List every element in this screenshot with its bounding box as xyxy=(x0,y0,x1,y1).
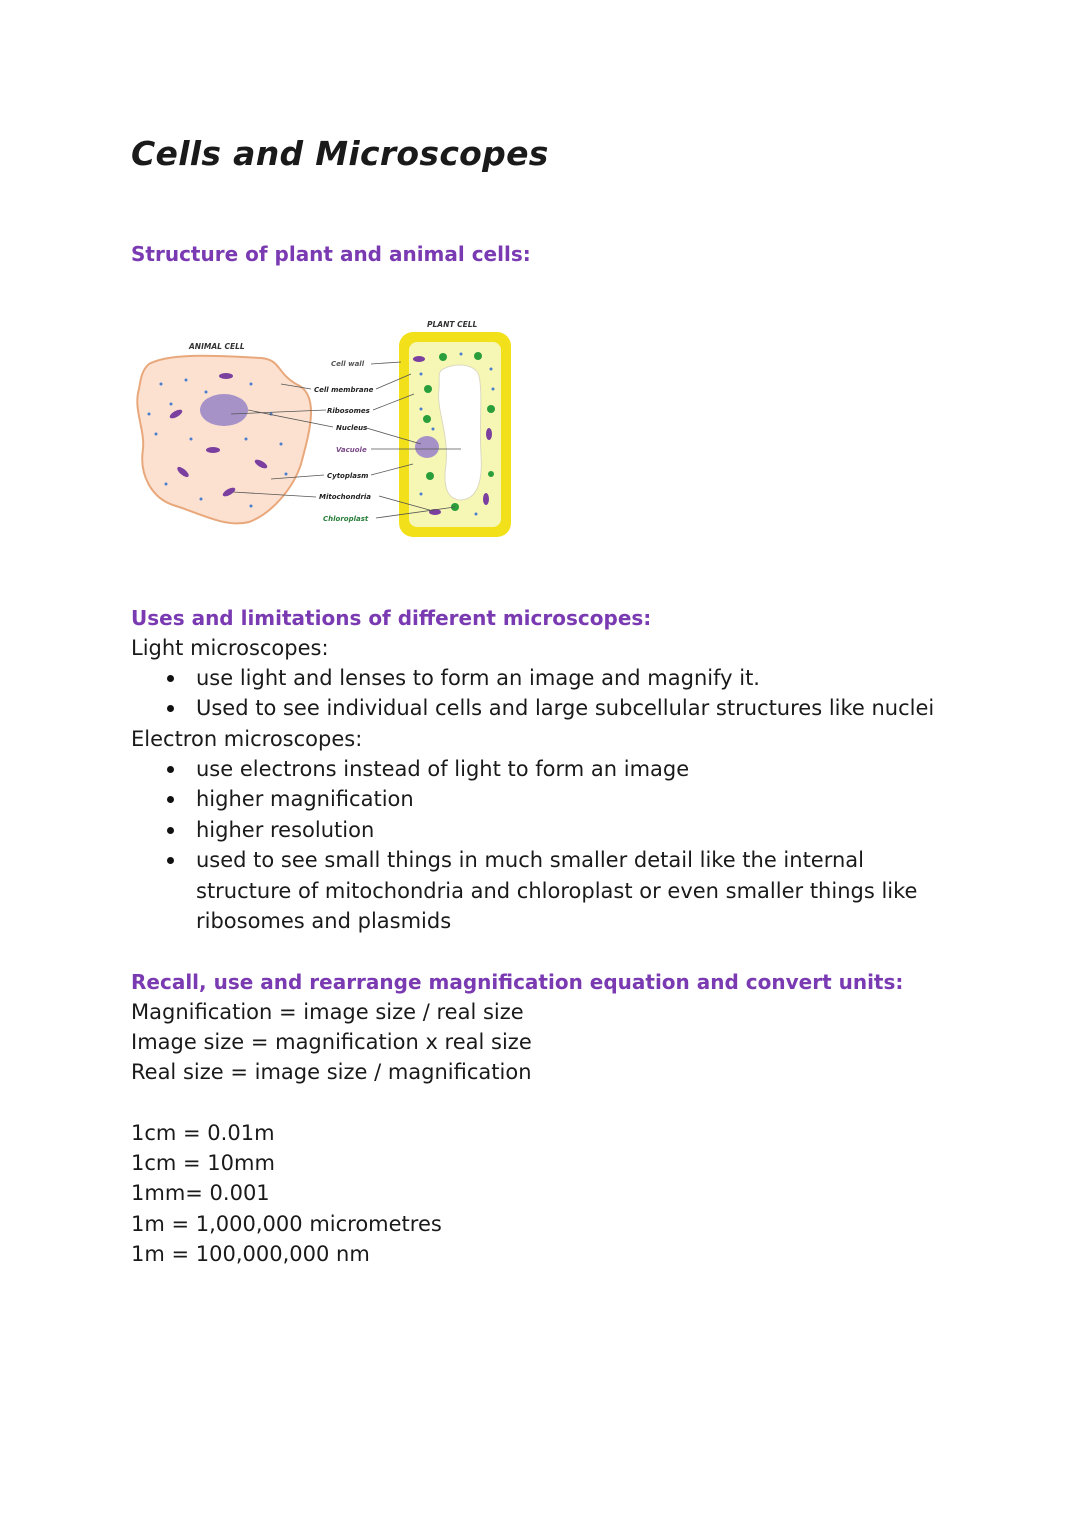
diagram-labels xyxy=(314,360,374,523)
animal-cell-label: ANIMAL CELL xyxy=(189,342,245,351)
label-ribosomes: Ribosomes xyxy=(327,407,370,415)
equation-image-size: Image size = magnification x real size xyxy=(131,1030,532,1054)
label-nucleus: Nucleus xyxy=(336,424,368,432)
equation-magnification: Magnification = image size / real size xyxy=(131,1000,524,1024)
label-mitochondria: Mitochondria xyxy=(319,493,372,501)
section-heading-microscopes: Uses and limitations of different microscopes: xyxy=(131,606,652,630)
conversion-m-micrometres: 1m = 1,000,000 micrometres xyxy=(131,1212,442,1236)
animal-cell-body xyxy=(137,356,311,524)
light-microscopes-list xyxy=(131,663,956,724)
list-item: use light and lenses to form an image and magnify it. xyxy=(131,663,956,693)
label-cell-membrane: Cell membrane xyxy=(314,386,374,394)
plant-nucleus xyxy=(415,436,439,458)
list-item: use electrons instead of light to form an image xyxy=(131,754,956,784)
list-item: used to see small things in much smaller detail like the internal structure of mitochondria and chloroplast or even smaller things like ribosomes and plasmids xyxy=(131,845,956,936)
conversion-m-nm: 1m = 100,000,000 nm xyxy=(131,1242,370,1266)
label-chloroplast: Chloroplast xyxy=(323,515,369,523)
light-microscopes-title: Light microscopes: xyxy=(131,636,329,660)
electron-microscopes-list xyxy=(131,754,956,936)
list-item: Used to see individual cells and large subcellular structures like nuclei xyxy=(131,693,956,723)
conversion-cm-m: 1cm = 0.01m xyxy=(131,1121,275,1145)
section-heading-magnification: Recall, use and rearrange magnification equation and convert units: xyxy=(131,970,904,994)
page-title: Cells and Microscopes xyxy=(131,134,549,173)
label-cell-wall: Cell wall xyxy=(331,360,365,368)
cell-diagram xyxy=(131,314,521,544)
list-item: higher resolution xyxy=(131,815,956,845)
label-vacuole: Vacuole xyxy=(336,446,367,454)
section-heading-cell-structure: Structure of plant and animal cells: xyxy=(131,242,531,266)
equation-real-size: Real size = image size / magnification xyxy=(131,1060,532,1084)
plant-cell-label: PLANT CELL xyxy=(427,320,478,329)
conversion-mm: 1mm= 0.001 xyxy=(131,1181,270,1205)
electron-microscopes-title: Electron microscopes: xyxy=(131,727,363,751)
conversion-cm-mm: 1cm = 10mm xyxy=(131,1151,275,1175)
list-item: higher magnification xyxy=(131,784,956,814)
animal-nucleus xyxy=(200,394,248,426)
plant-vacuole xyxy=(439,365,482,500)
label-cytoplasm: Cytoplasm xyxy=(327,472,369,480)
